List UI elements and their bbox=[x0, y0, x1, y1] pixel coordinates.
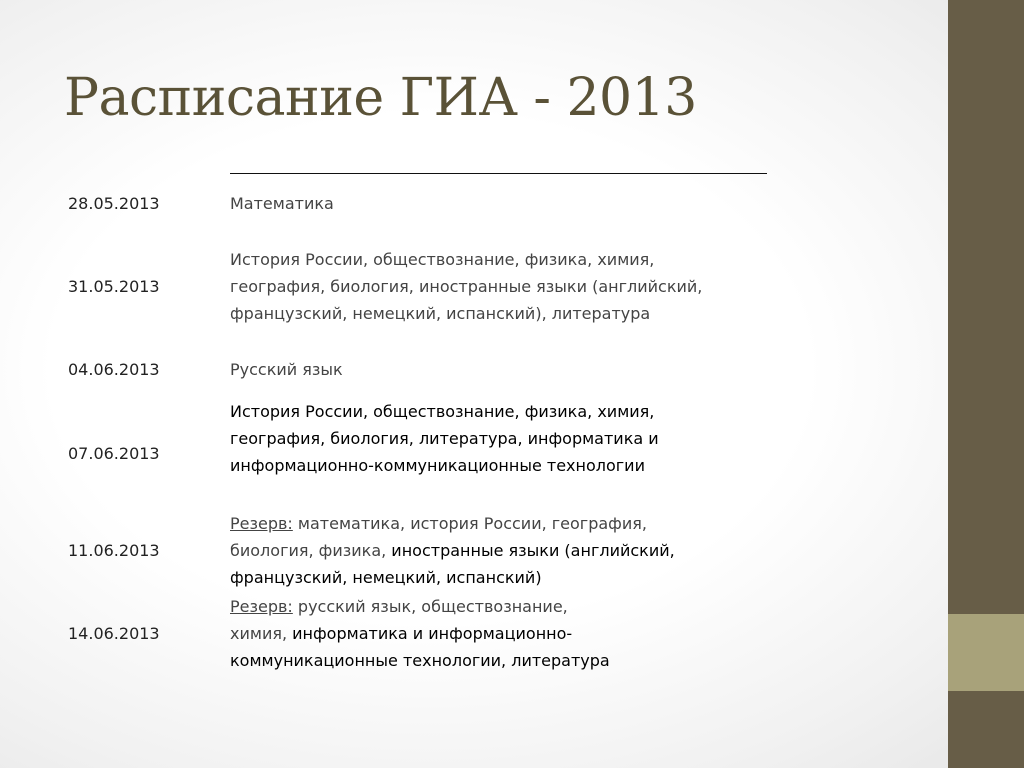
exam-date: 04.06.2013 bbox=[68, 360, 160, 379]
sidebar-accent-block bbox=[948, 614, 1024, 691]
exam-subjects: Математика bbox=[230, 194, 334, 213]
exam-date: 14.06.2013 bbox=[68, 624, 160, 643]
subjects-text: химия, bbox=[230, 624, 288, 643]
subjects-text: иностранные языки (английский, bbox=[386, 541, 675, 560]
exam-subjects bbox=[230, 593, 790, 674]
exam-date: 07.06.2013 bbox=[68, 444, 160, 463]
subjects-line: коммуникационные технологии, литература bbox=[230, 651, 610, 670]
subjects-text: биология, физика, bbox=[230, 541, 387, 560]
subjects-line: французский, немецкий, испанский) bbox=[230, 568, 542, 587]
subjects-line: История России, обществознание, физика, химия, bbox=[230, 250, 655, 269]
exam-subjects bbox=[230, 246, 790, 327]
table-header-rule bbox=[230, 173, 767, 174]
subjects-line: география, биология, литература, информатика и bbox=[230, 429, 659, 448]
subjects-line: география, биология, иностранные языки (английский, bbox=[230, 277, 703, 296]
slide-title: Расписание ГИА - 2013 bbox=[64, 68, 697, 128]
subjects-text: информатика и информационно- bbox=[287, 624, 573, 643]
exam-date: 28.05.2013 bbox=[68, 194, 160, 213]
subjects-line: информационно-коммуникационные технологии bbox=[230, 456, 645, 475]
subjects-line bbox=[230, 510, 790, 537]
subjects-text: русский язык, обществознание, bbox=[292, 597, 568, 616]
exam-subjects: Русский язык bbox=[230, 360, 343, 379]
subjects-line: История России, обществознание, физика, химия, bbox=[230, 402, 655, 421]
reserve-label: Резерв: bbox=[230, 597, 293, 616]
exam-date: 31.05.2013 bbox=[68, 277, 160, 296]
subjects-line: французский, немецкий, испанский), литература bbox=[230, 304, 651, 323]
exam-subjects bbox=[230, 510, 790, 591]
exam-date: 11.06.2013 bbox=[68, 541, 160, 560]
reserve-label: Резерв: bbox=[230, 514, 293, 533]
subjects-text: математика, история России, география, bbox=[292, 514, 647, 533]
subjects-line bbox=[230, 537, 790, 564]
subjects-line bbox=[230, 620, 790, 647]
exam-subjects bbox=[230, 398, 790, 479]
subjects-line bbox=[230, 593, 790, 620]
